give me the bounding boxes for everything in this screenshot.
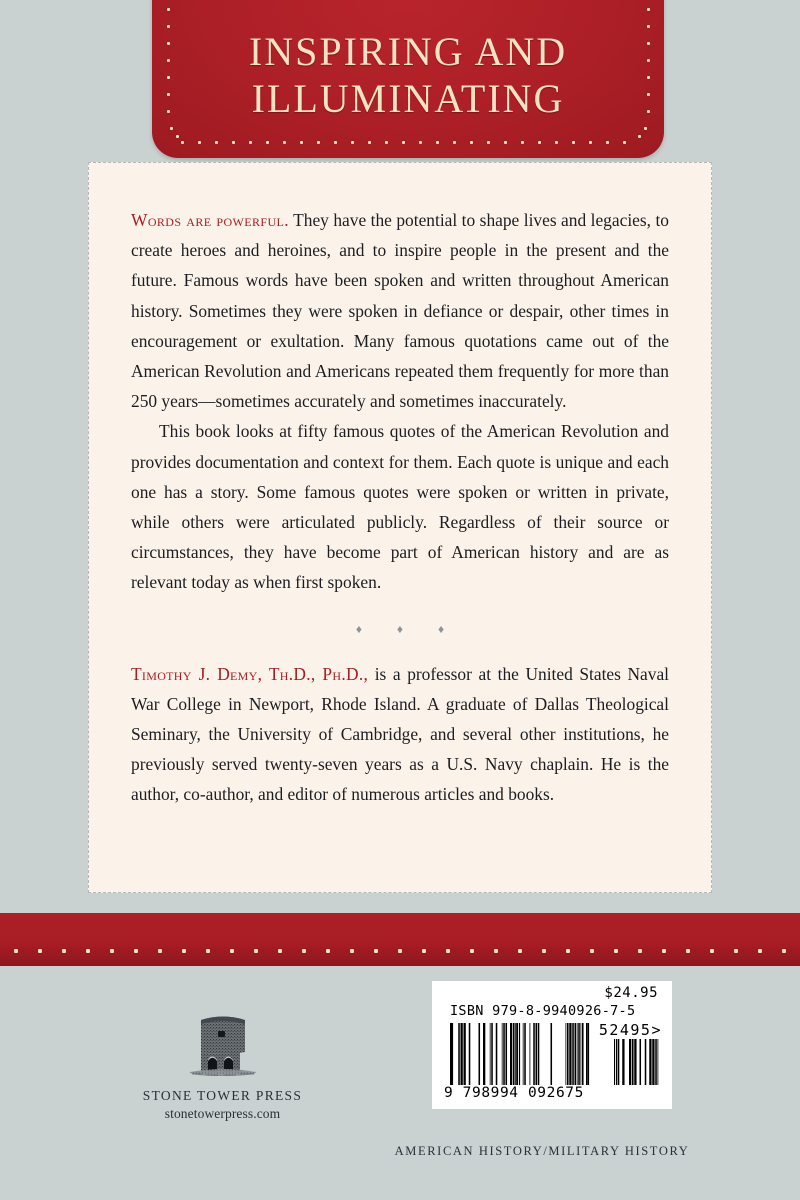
author-name: Timothy J. Demy, Th.D., Ph.D., [131, 663, 369, 684]
author-bio [131, 659, 669, 810]
footer-red-band [0, 913, 800, 966]
barcode-isbn: ISBN 979-8-9940926-7-5 [450, 1003, 636, 1019]
blurb-paragraph-1 [131, 205, 669, 416]
description-panel [88, 162, 712, 893]
stone-tower-icon [168, 1000, 278, 1080]
barcode-ean-digits: 9 798994 092675 [444, 1085, 584, 1101]
barcode-price: $24.95 [604, 985, 658, 1001]
barcode-block [432, 981, 672, 1109]
author-bio-rest: is a professor at the United States Naval War College in Newport, Rhode Island. A graduate of Dallas Theological Seminary, the University of Cambridge, and several other institutions, he previously served twenty-seven years as a U.S. Navy chaplain. He is the author, co-author, and editor of numerous articles and books. [131, 663, 669, 805]
publisher-name: STONE TOWER PRESS [142, 1088, 303, 1103]
band-dot-row [0, 913, 800, 966]
publisher-block [120, 1000, 325, 1122]
category-line: AMERICAN HISTORY/MILITARY HISTORY [394, 1144, 690, 1158]
blurb-lead-in: Words are powerful. [131, 210, 289, 230]
banner-title [152, 28, 664, 122]
blurb-paragraph-1-rest: They have the potential to shape lives and legacies, to create heroes and heroines, and to inspire people in the present and the future. Famous words have been spoken and written throughout American history. Sometimes they were spoken in defiance or despair, other times in encouragement or exultation. Many famous quotations came out of the American Revolution and Americans repeated them frequently for more than 250 years—sometimes accurately and sometimes inaccurately. [131, 210, 669, 412]
header-banner [152, 0, 664, 158]
panel-content [89, 163, 711, 810]
barcode-addon-digits: 52495> [598, 1021, 662, 1039]
banner-title-line1: INSPIRING AND [248, 29, 568, 74]
banner-title-line2: ILLUMINATING [251, 76, 565, 121]
diamond-divider-icon: ♦ ♦ ♦ [355, 621, 461, 636]
barcode-addon-bars [614, 1039, 662, 1085]
barcode-ean13-bars [450, 1023, 590, 1085]
publisher-url[interactable]: stonetowerpress.com [164, 1106, 281, 1121]
blurb-paragraph-2: This book looks at fifty famous quotes of the American Revolution and provides documentation and context for them. Each quote is unique and each one has a story. Some famous quotes were spoken or written in private, while others were articulated publicly. Regardless of their source or circumstances, they have become part of American history and are as relevant today as when first spoken. [131, 421, 669, 593]
